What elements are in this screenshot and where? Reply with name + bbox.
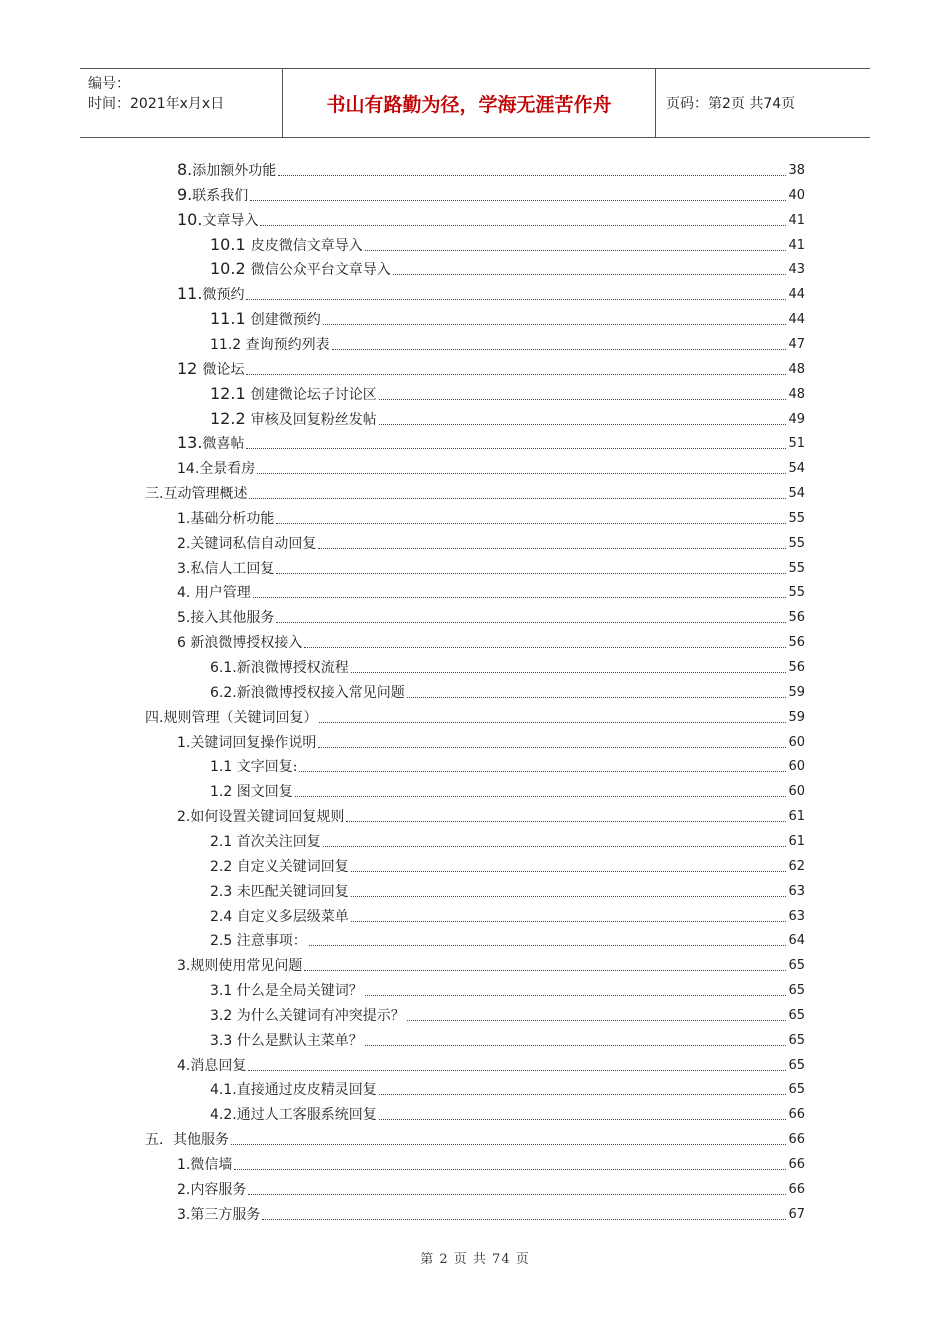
toc-leader-dots [365,250,787,251]
toc-entry-page: 61 [788,809,805,825]
toc-entry[interactable] [210,407,805,429]
toc-entry-label [210,758,297,776]
toc-entry[interactable] [145,1127,805,1149]
toc-entry-number: 1.1 [210,759,237,776]
toc-entry[interactable] [210,978,805,1000]
toc-entry-page: 59 [788,684,805,700]
toc-entry[interactable] [177,630,805,652]
toc-entry-number: 2. [177,1181,191,1198]
toc-entry-label [145,709,317,727]
toc-entry[interactable] [177,158,805,180]
toc-leader-dots [318,548,786,549]
toc-entry-label [177,808,344,826]
toc-entry-page: 54 [788,486,805,502]
toc-entry-title: 文章导入 [202,212,259,229]
toc-leader-dots [248,1194,786,1195]
toc-entry-title: 自定义多层级菜单 [236,908,349,925]
toc-entry-number: 1. [177,734,191,751]
toc-entry-number: 8. [177,160,193,179]
toc-entry-page: 65 [788,1032,805,1048]
toc-entry-label [177,634,302,652]
toc-entry-page: 41 [788,212,805,228]
toc-entry-number: 9. [177,184,193,204]
toc-entry-title: 五．其他服务 [145,1132,229,1149]
toc-entry-page: 56 [788,660,805,675]
toc-entry-number: 4.1. [210,1082,237,1099]
toc-entry-page: 38 [788,163,805,178]
toc-entry-number: 11. [177,284,203,304]
toc-entry-title: 新浪微博授权接入常见问题 [236,684,405,701]
toc-entry[interactable] [177,506,805,528]
toc-leader-dots [278,175,786,176]
toc-entry[interactable] [177,282,805,304]
toc-entry-label [210,932,307,950]
toc-entry[interactable] [177,556,805,578]
toc-entry-page: 48 [788,361,805,377]
toc-leader-dots [260,225,786,226]
toc-leader-dots [246,374,786,375]
toc-entry-title: 微预约 [202,287,245,304]
toc-entry-title: 创建微预约 [250,312,321,329]
toc-leader-dots [365,995,787,996]
toc-entry-label [177,609,274,627]
toc-entry-title: 图文回复 [236,784,293,801]
toc-leader-dots [351,896,787,897]
toc-entry-page: 41 [788,237,805,253]
toc-entry-number: 1. [177,1157,191,1173]
toc-entry-title: 为什么关键词有冲突提示？ [236,1007,405,1024]
toc-entry[interactable] [177,605,805,627]
toc-entry-label [177,560,274,578]
toc-leader-dots [276,523,786,524]
toc-entry[interactable] [145,481,805,503]
toc-entry-label [210,659,349,677]
toc-entry-title: 注意事项： [236,933,307,950]
toc-entry-page: 66 [788,1181,805,1197]
toc-entry-number: 2.1 [210,833,237,850]
doc-time: 时间：2021年x月x日 [88,96,225,112]
toc-entry-number: 10.1 [210,234,251,254]
toc-entry-label [210,385,377,404]
toc-entry-label [210,982,363,1000]
toc-entry-number: 2.5 [210,933,237,950]
toc-leader-dots [393,274,787,275]
toc-entry-number: 4. [177,585,195,602]
toc-entry-number: 6.1. [210,660,237,676]
toc-entry-title: 文字回复: [236,759,298,776]
toc-entry-title: 用户管理 [194,585,251,602]
toc-entry[interactable] [210,680,805,702]
toc-entry[interactable] [177,804,805,826]
toc-leader-dots [295,796,787,797]
toc-entry-title: 微信墙 [190,1157,233,1173]
toc-entry-title: 直接通过皮皮精灵回复 [236,1082,377,1099]
toc-entry-number: 3. [177,958,191,975]
toc-entry-number: 6.2. [210,684,237,701]
toc-entry[interactable] [210,879,805,901]
toc-entry[interactable] [177,531,805,553]
toc-entry-label [210,236,363,255]
toc-entry[interactable] [210,854,805,876]
toc-entry-title: 微论坛 [202,361,245,378]
toc-entry-page: 55 [788,585,805,601]
toc-entry-number: 11.2 [210,336,246,353]
toc-entry-number: 2.2 [210,858,237,875]
toc-entry-label [177,1181,246,1199]
toc-leader-dots [304,647,786,648]
toc-entry-title: 四.规则管理（关键词回复） [145,709,318,726]
header-left-cell [80,69,283,137]
toc-leader-dots [276,622,786,623]
toc-entry-title: 关键词回复操作说明 [190,734,317,751]
toc-entry-title: 什么是全局关键词？ [236,983,363,1000]
toc-leader-dots [304,970,786,971]
toc-entry-number: 1.2 [210,784,237,801]
toc-entry-page: 54 [788,461,805,477]
toc-entry-page: 65 [788,1007,805,1023]
toc-entry-title: 新浪微博授权流程 [236,660,349,676]
toc-entry-number: 2. [177,535,191,552]
toc-entry-number: 12 [177,358,203,378]
toc-entry[interactable] [210,1102,805,1124]
toc-entry-label [210,1081,377,1099]
toc-entry-number: 13. [177,433,203,453]
toc-entry-title: 新浪微博授权接入 [190,635,303,652]
toc-entry-page: 67 [788,1206,805,1222]
toc-entry[interactable] [210,1028,805,1050]
toc-entry-number: 3. [177,1206,191,1223]
toc-entry-label [210,783,293,801]
toc-entry-page: 55 [788,535,805,551]
toc-entry-page: 66 [788,1107,805,1123]
toc-entry[interactable] [177,431,805,453]
toc-entry[interactable] [177,1177,805,1199]
toc-leader-dots [246,448,786,449]
toc-entry-title: 规则使用常见问题 [190,958,303,975]
toc-entry-label [210,1106,377,1124]
toc-entry-number: 5. [177,610,191,627]
toc-entry-label [210,410,377,429]
toc-entry-title: 审核及回复粉丝发帖 [250,411,377,428]
toc-entry-page: 56 [788,610,805,626]
toc-entry-page: 63 [788,883,805,899]
toc-entry-label [210,883,349,901]
toc-entry-title: 什么是默认主菜单？ [236,1032,363,1049]
toc-entry-page: 55 [788,510,805,526]
toc-leader-dots [249,498,786,499]
toc-entry[interactable] [210,754,805,776]
toc-entry[interactable] [177,357,805,379]
toc-entry-page: 43 [788,262,805,278]
toc-entry[interactable] [210,829,805,851]
toc-entry-number: 10.2 [210,259,251,279]
header-page-info: 页码：第2页 共74页 [666,96,796,112]
toc-entry-title: 关键词私信自动回复 [190,535,317,552]
toc-entry-title: 微喜帖 [202,436,245,453]
toc-entry-title: 通过人工客服系统回复 [236,1107,377,1124]
toc-entry[interactable] [210,904,805,926]
toc-entry[interactable] [210,779,805,801]
toc-entry-number: 1. [177,510,191,527]
toc-leader-dots [319,722,786,723]
toc-entry-number: 11.1 [210,309,251,329]
toc-entry-label [210,684,405,702]
toc-entry-title: 私信人工回复 [190,560,275,577]
toc-leader-dots [257,473,786,474]
toc-entry-page: 65 [788,1082,805,1098]
page-footer: 第 2 页 共 74 页 [420,1252,530,1267]
toc-entry[interactable] [210,307,805,329]
toc-entry-label [177,510,274,528]
toc-entry[interactable] [210,332,805,354]
toc-entry-title: 基础分析功能 [190,510,275,527]
toc-entry-title: 添加额外功能 [192,163,277,179]
toc-entry-label [177,1156,232,1174]
toc-entry-label [177,285,244,304]
toc-leader-dots [407,1020,787,1021]
toc-entry-page: 65 [788,1057,805,1073]
toc-entry-page: 59 [788,709,805,725]
toc-entry-title: 微信公众平台文章导入 [250,262,391,279]
toc-entry-page: 51 [788,436,805,452]
header-motto: 书山有路勤为径，学海无涯苦作舟 [326,93,612,116]
toc-entry[interactable] [177,730,805,752]
toc-entry-label [210,260,391,279]
toc-entry-page: 61 [788,833,805,849]
header-page-cell [656,69,870,137]
toc-entry-label [177,161,276,180]
toc-entry-title: 接入其他服务 [190,610,275,627]
toc-entry-number: 12.2 [210,408,251,428]
toc-entry-label [177,535,316,553]
toc-leader-dots [407,697,787,698]
toc-entry-title: 消息回复 [190,1057,247,1074]
toc-entry-page: 60 [788,734,805,750]
toc-entry-number: 14. [177,461,200,478]
toc-entry[interactable] [145,705,805,727]
toc-entry-title: 三.互动管理概述 [145,486,248,503]
toc-entry-label [210,833,321,851]
toc-entry[interactable] [210,382,805,404]
toc-entry-number: 12.1 [210,383,251,403]
toc-entry-page: 56 [788,635,805,651]
toc-entry-title: 未匹配关键词回复 [236,883,349,900]
toc-entry[interactable] [177,580,805,602]
toc-entry-title: 第三方服务 [190,1206,261,1223]
toc-entry-label [177,211,258,230]
toc-entry-title: 皮皮微信文章导入 [250,237,363,254]
toc-entry-label [210,310,321,329]
toc-entry-number: 4.2. [210,1107,237,1124]
toc-entry-label [210,1007,405,1025]
toc-entry[interactable] [177,208,805,230]
toc-entry-label [177,1057,246,1075]
toc-entry-number: 2. [177,809,191,826]
page-header [80,68,870,138]
toc-entry-title: 首次关注回复 [236,833,321,850]
toc-entry-title: 联系我们 [192,187,249,204]
header-motto-cell [283,69,656,137]
toc-leader-dots [351,921,787,922]
toc-entry-page: 63 [788,908,805,924]
toc-entry-label [177,434,244,453]
toc-entry-label [177,460,255,478]
toc-entry[interactable] [210,655,805,677]
toc-leader-dots [332,349,787,350]
toc-entry-page: 65 [788,983,805,999]
toc-leader-dots [351,672,787,673]
toc-entry-title: 全景看房 [199,461,256,478]
toc-entry-title: 内容服务 [190,1181,247,1198]
toc-leader-dots [379,1094,787,1095]
toc-entry-number: 4. [177,1057,191,1074]
toc-entry-number: 3.3 [210,1032,237,1049]
toc-entry-page: 64 [788,933,805,949]
toc-entry-title: 创建微论坛子讨论区 [250,386,377,403]
toc-entry-page: 65 [788,958,805,974]
toc-entry-label [210,336,330,354]
toc-leader-dots [365,1045,787,1046]
toc-entry-label [145,1131,229,1149]
toc-entry-number: 6 [177,635,191,652]
toc-leader-dots [234,1169,786,1170]
toc-entry-title: 自定义关键词回复 [236,858,349,875]
toc-entry[interactable] [210,1003,805,1025]
toc-entry-page: 60 [788,784,805,800]
toc-entry-page: 62 [788,858,805,874]
toc-entry[interactable] [210,928,805,950]
toc-entry-page: 47 [788,336,805,352]
toc-leader-dots [379,424,787,425]
toc-leader-dots [351,871,787,872]
toc-entry-number: 3.1 [210,983,237,1000]
toc-leader-dots [323,846,787,847]
toc-entry-page: 44 [788,312,805,328]
toc-entry[interactable] [210,1077,805,1099]
toc-leader-dots [231,1144,786,1145]
toc-entry-label [177,360,244,379]
toc-entry-label [177,1206,260,1224]
toc-entry[interactable] [177,1202,805,1224]
toc-entry-page: 49 [788,411,805,427]
toc-leader-dots [248,1070,786,1071]
toc-entry[interactable] [210,257,805,279]
toc-entry-page: 44 [788,287,805,303]
toc-leader-dots [250,200,786,201]
toc-entry-number: 3. [177,560,191,577]
toc-entry-label [210,908,349,926]
toc-entry-label [177,186,248,205]
toc-leader-dots [346,821,786,822]
toc-leader-dots [318,747,786,748]
toc-entry-page: 66 [788,1132,805,1148]
toc-entry-title: 如何设置关键词回复规则 [190,809,345,826]
toc-entry-number: 3.2 [210,1007,237,1024]
toc-entry-label [177,957,302,975]
toc-leader-dots [323,324,787,325]
toc-entry-number: 10. [177,209,203,229]
toc-entry-page: 55 [788,560,805,576]
toc-entry[interactable] [210,233,805,255]
toc-entry-label [210,1032,363,1050]
doc-code-label: 编号： [88,76,130,92]
toc-leader-dots [379,1119,787,1120]
toc-entry-label [177,584,251,602]
toc-leader-dots [299,771,786,772]
toc-entry-label [177,734,316,752]
toc-entry-number: 2.4 [210,908,237,925]
toc-entry-page: 40 [788,187,805,203]
toc-leader-dots [262,1219,786,1220]
toc-entry[interactable] [177,1053,805,1075]
toc-entry-label [145,485,247,503]
toc-entry[interactable] [177,1152,805,1174]
toc-entry-page: 60 [788,759,805,775]
toc-entry[interactable] [177,183,805,205]
toc-entry-number: 2.3 [210,883,237,900]
toc-leader-dots [276,573,786,574]
toc-leader-dots [309,945,787,946]
toc-entry-page: 66 [788,1157,805,1172]
toc-entry[interactable] [177,953,805,975]
toc-entry[interactable] [177,456,805,478]
toc-leader-dots [379,399,787,400]
toc-entry-title: 查询预约列表 [245,336,330,353]
toc-leader-dots [246,299,786,300]
toc-leader-dots [253,597,787,598]
toc-entry-page: 48 [788,386,805,402]
toc-entry-label [210,858,349,876]
